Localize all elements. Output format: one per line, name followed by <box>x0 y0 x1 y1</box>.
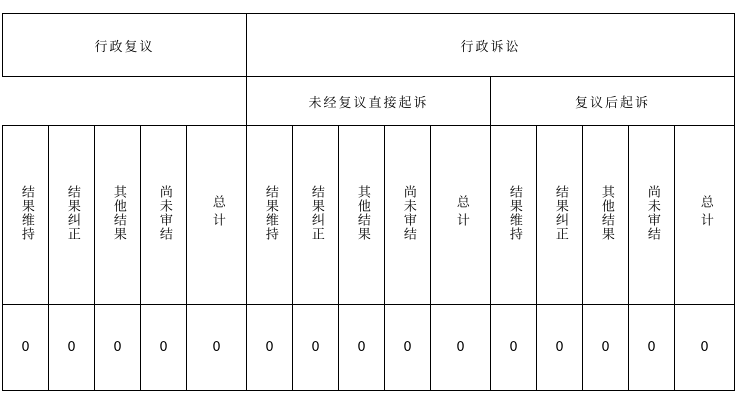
column-header-direct-total <box>431 126 491 305</box>
subgroup-header-empty <box>3 77 247 126</box>
column-header-label: 总计 <box>697 195 713 231</box>
administrative-review-litigation-table <box>2 13 735 391</box>
cell-after-corrected: 0 <box>537 305 583 391</box>
column-header-label: 尚未审结 <box>156 185 172 241</box>
column-header-label: 结果维持 <box>506 185 522 241</box>
column-header-review-upheld <box>3 126 49 305</box>
column-header-after-total <box>675 126 735 305</box>
cell-after-upheld: 0 <box>491 305 537 391</box>
cell-review-corrected: 0 <box>49 305 95 391</box>
column-header-label: 总计 <box>453 195 469 231</box>
column-header-label: 其他结果 <box>110 185 126 241</box>
table-row <box>3 305 735 391</box>
column-header-label: 结果纠正 <box>308 185 324 241</box>
column-header-label: 其他结果 <box>598 185 614 241</box>
column-header-label: 尚未审结 <box>644 185 660 241</box>
cell-direct-total: 0 <box>431 305 491 391</box>
column-header-direct-pending <box>385 126 431 305</box>
cell-review-pending: 0 <box>141 305 187 391</box>
cell-review-other: 0 <box>95 305 141 391</box>
column-header-label: 结果维持 <box>18 185 34 241</box>
cell-review-upheld: 0 <box>3 305 49 391</box>
group-header-administrative-review: 行政复议 <box>3 14 247 77</box>
cell-review-total: 0 <box>187 305 247 391</box>
column-header-review-total <box>187 126 247 305</box>
column-header-label: 结果纠正 <box>64 185 80 241</box>
column-header-after-other <box>583 126 629 305</box>
cell-direct-pending: 0 <box>385 305 431 391</box>
cell-direct-other: 0 <box>339 305 385 391</box>
column-header-review-pending <box>141 126 187 305</box>
column-header-direct-upheld <box>247 126 293 305</box>
column-header-label: 总计 <box>209 195 225 231</box>
subgroup-header-row <box>3 77 735 126</box>
column-header-direct-other <box>339 126 385 305</box>
column-header-row <box>3 126 735 305</box>
cell-direct-upheld: 0 <box>247 305 293 391</box>
group-header-administrative-litigation: 行政诉讼 <box>247 14 735 77</box>
column-header-label: 其他结果 <box>354 185 370 241</box>
cell-direct-corrected: 0 <box>293 305 339 391</box>
subgroup-header-direct-suit: 未经复议直接起诉 <box>247 77 491 126</box>
cell-after-pending: 0 <box>629 305 675 391</box>
column-header-after-upheld <box>491 126 537 305</box>
subgroup-header-after-review-suit: 复议后起诉 <box>491 77 735 126</box>
column-header-direct-corrected <box>293 126 339 305</box>
cell-after-other: 0 <box>583 305 629 391</box>
column-header-label: 尚未审结 <box>400 185 416 241</box>
column-header-after-corrected <box>537 126 583 305</box>
cell-after-total: 0 <box>675 305 735 391</box>
column-header-label: 结果维持 <box>262 185 278 241</box>
column-header-after-pending <box>629 126 675 305</box>
column-header-review-other <box>95 126 141 305</box>
group-header-row <box>3 14 735 77</box>
column-header-label: 结果纠正 <box>552 185 568 241</box>
column-header-review-corrected <box>49 126 95 305</box>
